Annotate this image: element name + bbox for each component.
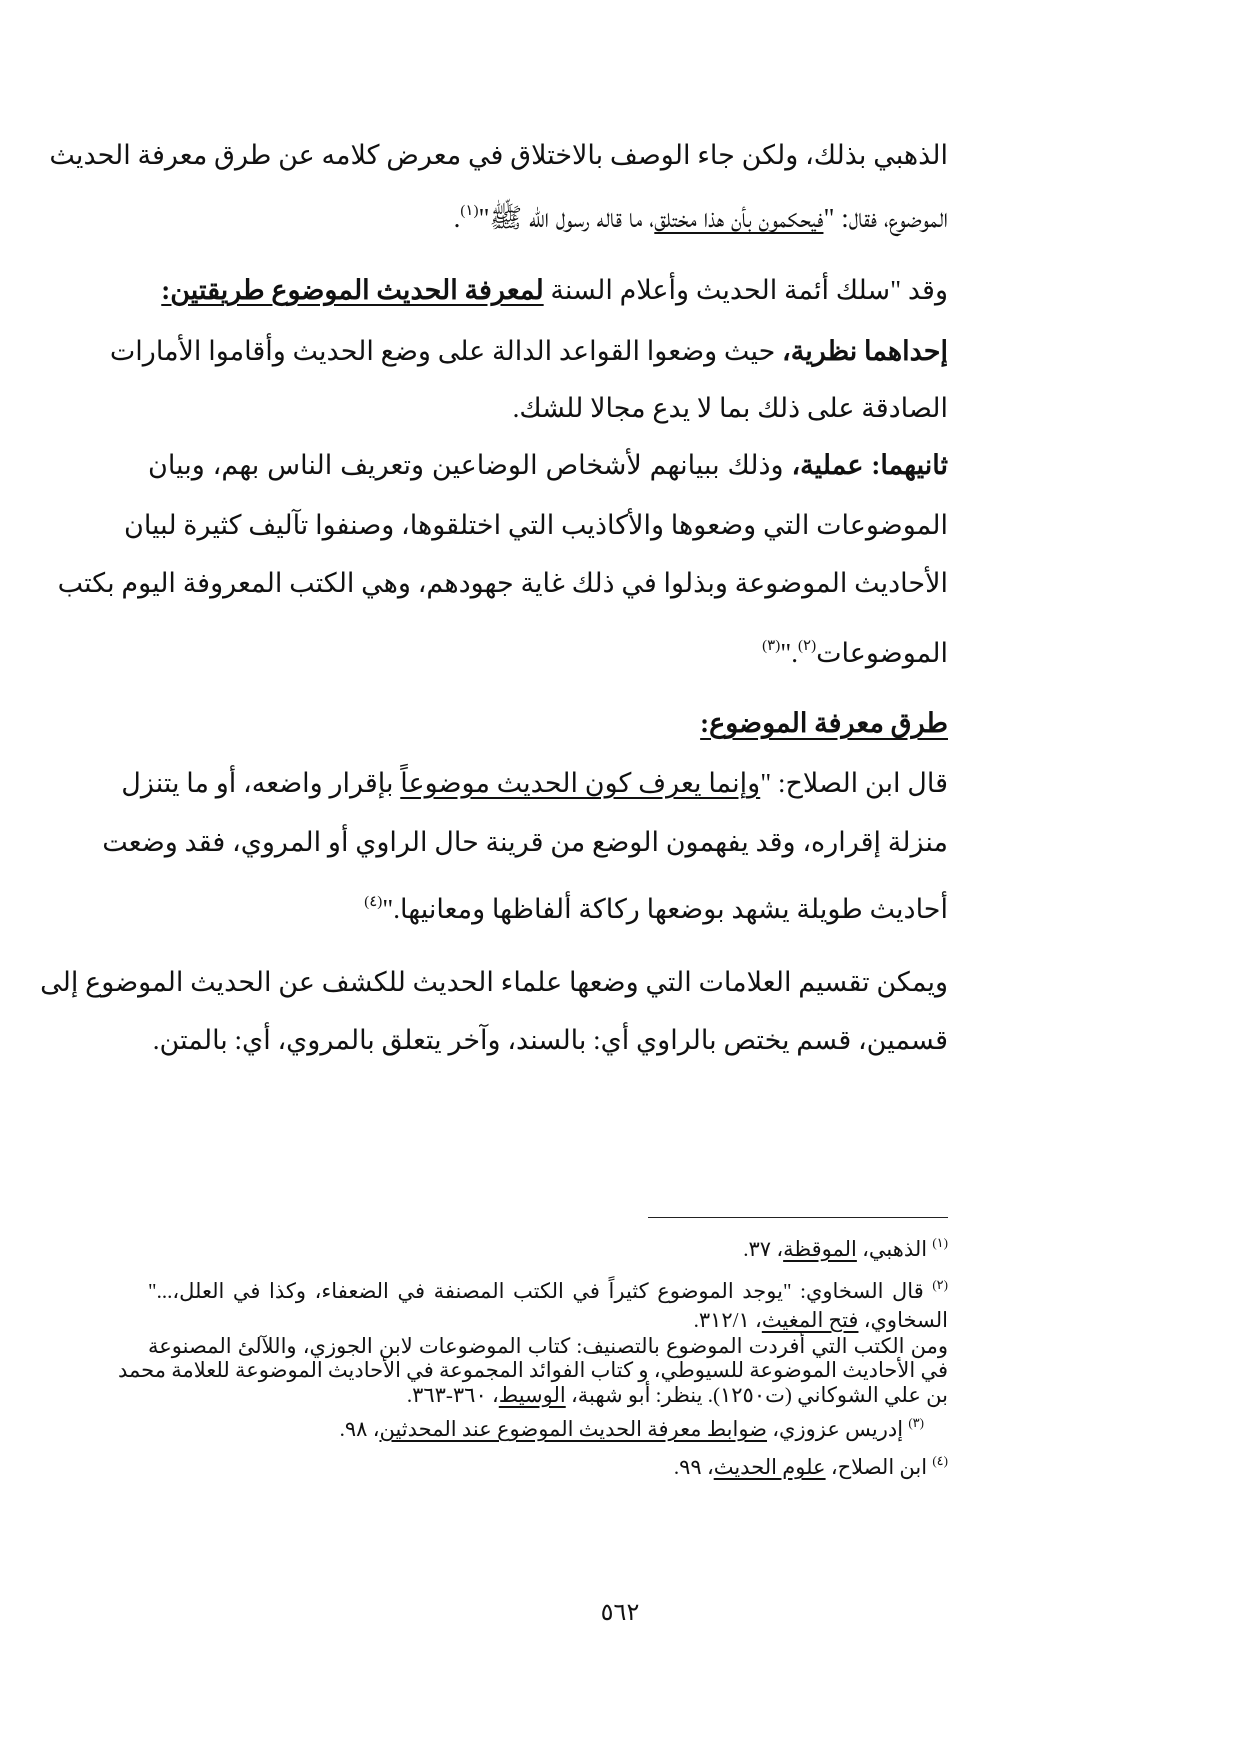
text-span: الموضوعات — [816, 638, 948, 668]
text-span: ، ما قاله رسول الله ﷺ" — [478, 203, 655, 233]
paragraph-4-line-2: الموضوعات التي وضعوها والأكاذيب التي اختلقوها، وصنفوا تآليف كثيرة لبيان — [123, 510, 948, 540]
text-span: قال ابن الصلاح: " — [760, 768, 948, 798]
paragraph-5-line-2: منزلة إقراره، وقد يفهمون الوضع من قرينة حال الراوي أو المروي، فقد وضعت — [102, 827, 948, 857]
text-span: حيث وضعوا القواعد الدالة على وضع الحديث وأقاموا الأمارات — [109, 336, 783, 366]
section-heading: طرق معرفة الموضوع: — [700, 708, 948, 738]
paragraph-3-line-1 — [109, 331, 948, 371]
footnote-1 — [148, 1230, 948, 1262]
footnote-2-line-2 — [148, 1307, 948, 1333]
footnote-ref-1[interactable]: (١) — [460, 203, 479, 219]
text-span: وذلك ببيانهم لأشخاص الوضاعين وتعريف الناس بهم، وبيان — [148, 450, 792, 480]
bold-underlined-phrase: لمعرفة الحديث الموضوع طريقتين: — [161, 275, 544, 305]
text-span: ، ٣١٢/١. — [693, 1308, 762, 1332]
paragraph-4-line-4 — [148, 626, 948, 673]
footnote-2-line-4: في الأحاديث الموضوعة للسيوطي، و كتاب الفوائد المجموعة في الأحاديث الموضوعة للعلامة محمد — [118, 1358, 948, 1382]
text-span: بن علي الشوكاني (ت١٢٥٠). ينظر: أبو شهبة، — [565, 1383, 948, 1407]
paragraph-6-line-1: ويمكن تقسيم العلامات التي وضعها علماء الحديث للكشف عن الحديث الموضوع إلى — [40, 967, 948, 997]
paragraph-2 — [148, 270, 948, 310]
footnote-3 — [124, 1410, 924, 1442]
footnote-number: (١) — [932, 1235, 948, 1250]
text-span: ابن الصلاح، — [825, 1455, 933, 1479]
book-title: ضوابط معرفة الحديث الموضوع عند المحدثين — [379, 1417, 768, 1441]
text-span: . — [453, 203, 461, 233]
book-title: فتح المغيث — [761, 1308, 859, 1332]
footnote-2-line-5 — [148, 1382, 948, 1408]
text-span: ، ٣٦٠-٣٦٣. — [406, 1383, 499, 1407]
bold-term: ثانيهما: عملية، — [791, 450, 949, 480]
book-title: الوسيط — [498, 1383, 566, 1407]
paragraph-3-line-2: الصادقة على ذلك بما لا يدع مجالا للشك. — [512, 393, 948, 423]
footnote-ref-2[interactable]: (٢) — [798, 638, 817, 654]
text-span: ، ٩٨. — [339, 1417, 380, 1441]
text-span: الموضوع، فقال: " — [823, 203, 948, 233]
text-span: ، ٩٩. — [673, 1455, 714, 1479]
text-span: أحاديث طويلة يشهد بوضعها ركاكة ألفاظها ومعانيها." — [382, 894, 948, 924]
paragraph-4-line-1 — [148, 445, 948, 485]
paragraph-5-line-1 — [121, 763, 948, 803]
footnote-4 — [148, 1448, 948, 1480]
text-span: وقد "سلك أئمة الحديث وأعلام السنة — [543, 275, 948, 305]
bold-term: إحداهما نظرية، — [782, 336, 948, 366]
paragraph-1-line-2 — [148, 191, 948, 238]
paragraph-1-line-1: الذهبي بذلك، ولكن جاء الوصف بالاختلاق في معرض كلامه عن طرق معرفة الحديث — [49, 140, 948, 170]
footnote-ref-4[interactable]: (٤) — [364, 894, 383, 910]
footnote-2-line-3: ومن الكتب التي أفردت الموضوع بالتصنيف: كتاب الموضوعات لابن الجوزي، واللآلئ المصنوعة — [148, 1334, 948, 1358]
paragraph-5-line-3 — [148, 882, 948, 929]
book-title: الموقظة — [783, 1237, 857, 1261]
book-title: علوم الحديث — [713, 1455, 826, 1479]
text-span: الذهبي، — [856, 1237, 933, 1261]
footnote-number: (٣) — [908, 1415, 924, 1430]
footnote-2-line-1 — [148, 1272, 948, 1304]
text-span: ." — [780, 638, 799, 668]
footnote-separator — [648, 1217, 948, 1218]
footnote-number: (٢) — [932, 1277, 948, 1292]
footnote-number: (٤) — [932, 1453, 948, 1468]
footnote-ref-3[interactable]: (٣) — [762, 638, 781, 654]
text-span: ، ٣٧. — [743, 1237, 784, 1261]
underlined-quote: وإنما يعرف كون الحديث موضوعاً — [400, 768, 761, 798]
underlined-quote: فيحكمون بأن هذا مختلق — [654, 203, 824, 233]
text-span: قال السخاوي: "يوجد الموضوع كثيراً في الكتب المصنفة في الضعفاء، وكذا في العلل،..." — [148, 1279, 933, 1303]
text-span: بإقرار واضعه، أو ما يتنزل — [121, 768, 401, 798]
paragraph-4-line-3: الأحاديث الموضوعة وبذلوا في ذلك غاية جهودهم، وهي الكتب المعروفة اليوم بكتب — [57, 568, 948, 598]
text-span: السخاوي، — [858, 1308, 948, 1332]
text-span: إدريس عزوزي، — [767, 1417, 909, 1441]
paragraph-6-line-2: قسمين، قسم يختص بالراوي أي: بالسند، وآخر يتعلق بالمروي، أي: بالمتن. — [152, 1025, 948, 1055]
page-number: ٥٦٢ — [600, 1600, 640, 1626]
